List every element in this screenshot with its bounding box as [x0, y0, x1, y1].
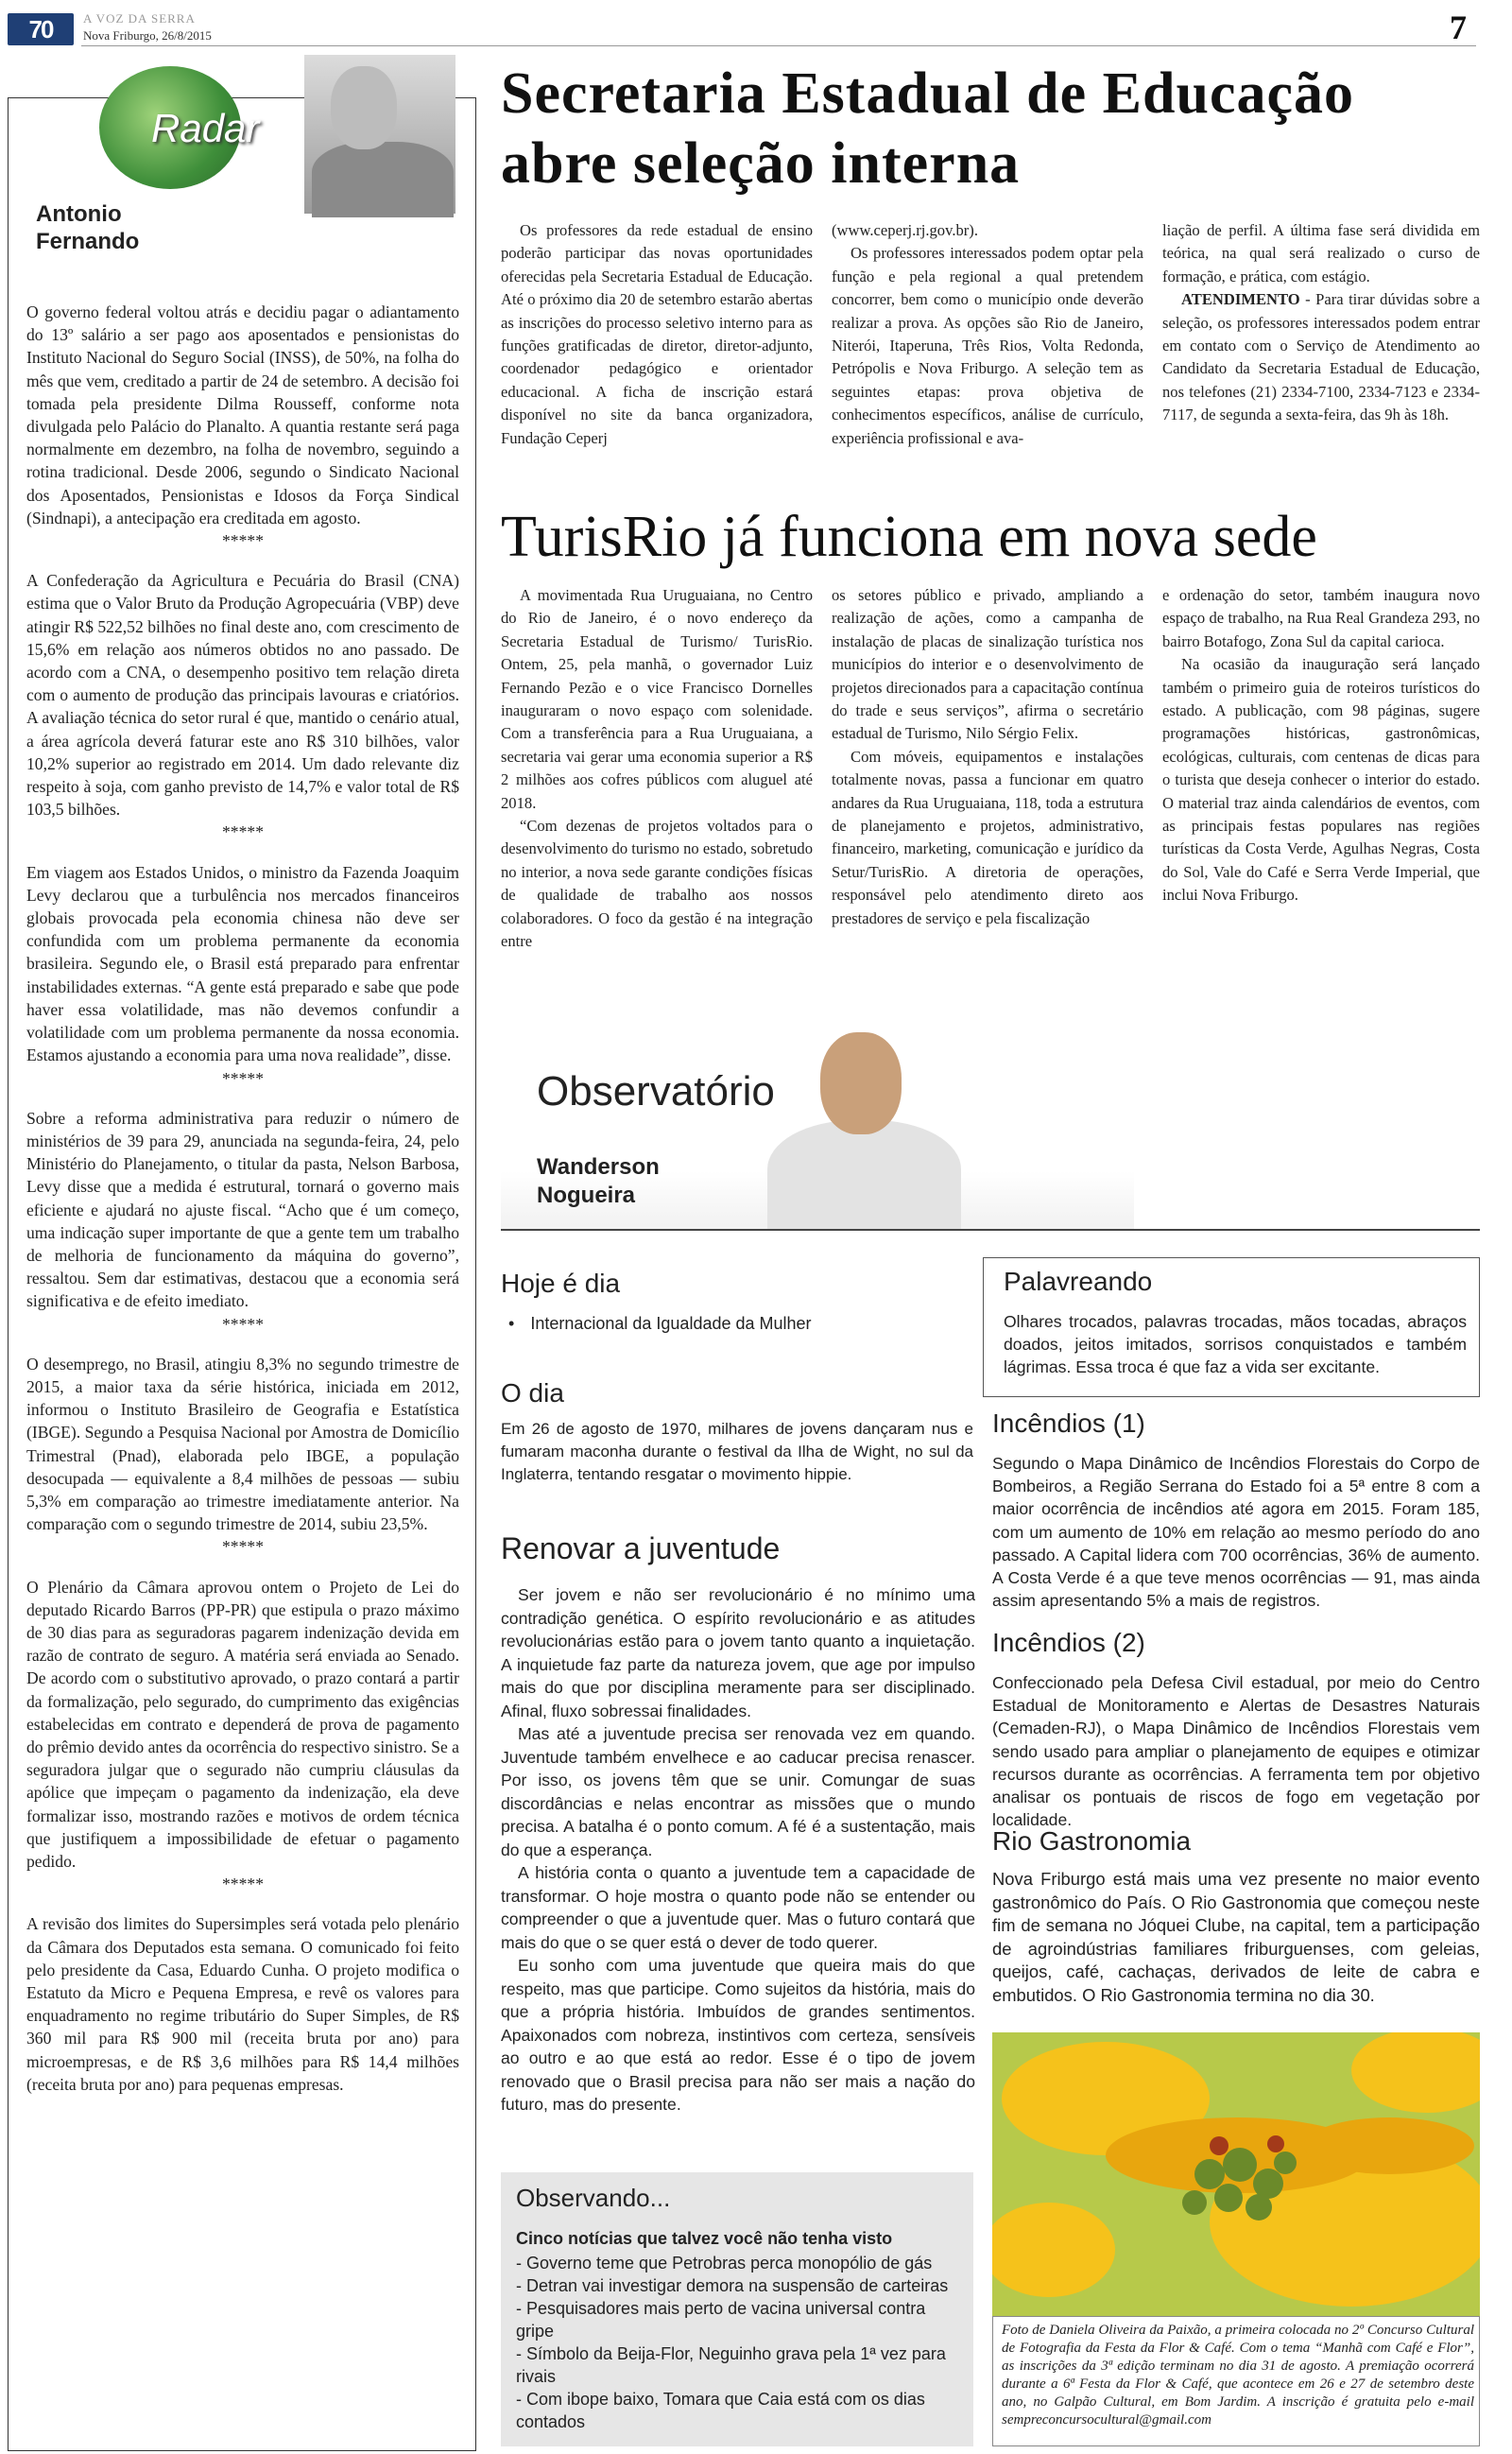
separator: *****: [222, 1537, 264, 1557]
columnist-photo-head: [820, 1032, 902, 1134]
story-text: - Para tirar dúvidas sobre a seleção, os professores interessados podem entrar em contato com o Serviço de Atendimento ao Candidato da Secretaria Estadual de Educação, nos telefones (21) 2334-7100, 2334-7123 e 2334-7117, de segunda a sexta-feira, das 9h às 18h.: [1162, 290, 1480, 424]
flower-photo: [992, 2032, 1480, 2316]
observatorio-author: Wanderson Nogueira: [537, 1154, 660, 1208]
story-paragraph: e ordenação do setor, também inaugura novo espaço de trabalho, na Rua Real Grandeza 293, no bairro Botafogo, Zona Sul da capital carioca.: [1162, 586, 1480, 650]
odia-text: Em 26 de agosto de 1970, milhares de jovens dançaram nus e fumaram maconha durante o festival da Ilha de Wight, no sul da Inglaterra, tentando resgatar o movimento hippie.: [501, 1420, 973, 1483]
separator: *****: [222, 822, 264, 842]
separator: *****: [222, 1314, 264, 1334]
story-paragraph: liação de perfil. A última fase será dividida em teórica, na qual será realizado o curso de formação, e prática, com estágio.: [1162, 221, 1480, 285]
palavreando-title: Palavreando: [1004, 1267, 1153, 1296]
story-paragraph: Os professores interessados podem optar pela função e pela regional a qual pretendem concorrer, bem como o município onde deverão realizar a prova. As opções são Rio de Janeiro, Niterói, Itaperuna, Três Rios, Volta Redonda, Petrópolis e Nova Friburgo. A seleção tem as seguintes etapas: prova objetiva de conhecimentos específicos, análise de currículo, experiência profissional e ava-: [832, 244, 1143, 447]
radar-title: Radar: [151, 106, 260, 150]
palavreando-text: Olhares trocados, palavras trocadas, mãos tocadas, abraços doados, jeitos imitados, sorrisos conquistados e também lágrimas. Essa troca é que faz a vida ser excitante.: [1004, 1312, 1467, 1376]
incendios1-title: Incêndios (1): [992, 1408, 1145, 1438]
author-photo-head: [331, 66, 397, 149]
renovar-paragraph: Ser jovem e não ser revolucionário é no mínimo uma contradição genética. O espírito revolucionário e as atitudes revolucionárias estão para o jovem tanto quanto a inquietação. A inquietude faz parte da natureza jovem, que age por impulso mais do que por disciplina meramente para ser disciplinado. Afinal, fluxo sobressai finalidades.: [501, 1585, 975, 1720]
radar-author-name: Antonio Fernando: [36, 201, 140, 254]
issue-date: Nova Friburgo, 26/8/2015: [83, 28, 212, 43]
hoje-title: Hoje é dia: [501, 1269, 621, 1298]
turisrio-col3: [1162, 584, 1480, 907]
separator: *****: [222, 1068, 264, 1088]
list-item: - Detran vai investigar demora na suspensão de carteiras: [516, 2276, 949, 2295]
observatorio-rule: [501, 1229, 1480, 1231]
turisrio-col2: [832, 584, 1143, 930]
radar-paragraph: O desemprego, no Brasil, atingiu 8,3% no segundo trimestre de 2015, a maior taxa da série histórica, iniciada em 2012, informou o Instituto Brasileiro de Geografia e Estatística (IBGE). Segundo a Pesquisa Nacional por Amostra de Domicílio Trimestral (Pnad), elaborada pelo IBGE, a população desocupada — equivalente a 8,4 milhões de pessoas — subiu 5,3% em comparação ao trimestre imediatamente anterior. Na comparação com o segundo trimestre de 2014, subiu 23,5%.: [26, 1354, 459, 1534]
renovar-paragraph: A história conta o quanto a juventude tem a capacidade de transformar. O hoje mostra o quanto pode não se entender ou compreender o que a juventude quer. Mas o futuro contará que mais do que o se quer está o dever de todo querer.: [501, 1863, 975, 1952]
main-story-col2: [832, 219, 1143, 450]
radar-paragraph: A revisão dos limites do Supersimples será votada pelo plenário da Câmara dos Deputados esta semana. O comunicado foi feito pelo presidente da Casa, Eduardo Cunha. O projeto modifica o Estatuto da Micro e Pequena Empresa, e revê os valores para enquadramento no regime tributário do Super Simples, de R$ 360 mil para R$ 900 mil (receita bruta por ano) para microempresas, e de R$ 3,6 milhões para R$ 14,4 milhões (receita bruta por ano) para pequenas empresas.: [26, 1914, 459, 2094]
separator: *****: [222, 1875, 264, 1894]
header-rule: [81, 45, 1476, 46]
story-paragraph: (www.ceperj.rj.gov.br).: [832, 221, 978, 239]
radar-paragraph: A Confederação da Agricultura e Pecuária do Brasil (CNA) estima que o Valor Bruto da Produção Agropecuária (VBP) deve atingir R$ 522,52 bilhões no final deste ano, com crescimento de 15,6% em relação aos números obtidos no ano passado. De acordo com a CNA, o desempenho positivo tem relação direta com o aumento de produção das principais lavouras e criatórios. A avaliação técnica do setor rural é que, mantido o cenário atual, a área agrícola deverá faturar este ano R$ 310 bilhões, valor 10,2% superior ao registrado em 2014. Um dado relevante diz respeito à soja, com ganho previsto de 14,7% e valor total de R$ 103,5 bilhões.: [26, 571, 459, 820]
newspaper-name: A VOZ DA SERRA: [83, 11, 196, 26]
story-paragraph: Na ocasião da inauguração será lançado também o primeiro guia de roteiros turísticos do estado. A publicação, com 98 páginas, sugere programações históricas, gastronômicas, ecológicas, culturais, com centenas de dicas para o turista que deseja conhecer o interior do estado. O material traz ainda calendários de eventos, com as principais festas populares nas regiões turísticas da Costa Verde, Agulhas Negras, Costa do Sol, Vale do Café e Serra Verde Imperial, que inclui Nova Friburgo.: [1162, 655, 1480, 905]
hoje-item: • Internacional da Igualdade da Mulher: [508, 1314, 812, 1333]
author-photo-body: [312, 142, 454, 217]
turisrio-col1: [501, 584, 813, 954]
incendios2-title: Incêndios (2): [992, 1628, 1145, 1657]
renovar-paragraph: Eu sonho com uma juventude que queira mais do que respeito, mas que participe. Como sujeitos da história, mais do que a própria história. Imbuídos de grandes sentimentos. Apaixonados com nobreza, instintivos com certeza, sensíveis ao outro e ao que está ao redor. Esse é o tipo de jovem renovado que o Brasil precisa para não ser mais a nação do futuro, mas do presente.: [501, 1956, 975, 2114]
radar-text: [26, 301, 459, 2096]
story-paragraph: A movimentada Rua Uruguaiana, no Centro do Rio de Janeiro, é o novo endereço da Secretaria Estadual de Turismo/ TurisRio. Ontem, 25, pela manhã, o governador Luiz Fernando Pezão e o vice Francisco Dornelles inauguraram o novo espaço com solenidade. Com a transferência para a Rua Uruguaiana, a secretaria vai gerar uma economia superior a R$ 2 milhões aos cofres públicos com aluguel até 2018.: [501, 586, 813, 812]
renovar-title: Renovar a juventude: [501, 1531, 781, 1565]
incendios1-text: Segundo o Mapa Dinâmico de Incêndios Florestais do Corpo de Bombeiros, a Região Serrana do Estado foi a 5ª entre 8 com a maior ocorrência de incêndios até agora em 2015. Foram 185, com um aumento de 10% em relação ao mesmo período do ano passado. A Capital lidera com 700 ocorrências, 36% de aumento. A Costa Verde é a que teve menos ocorrências — 91, mas ainda assim apresentando 5% a mais de registros.: [992, 1454, 1480, 1611]
story-paragraph: “Com dezenas de projetos voltados para o desenvolvimento do turismo no estado, sobretudo no interior, a nova sede garante condições físicas de qualidade de trabalho aos nossos colaboradores. O foco da gestão é na integração entre: [501, 817, 813, 951]
page-number: 7: [1450, 9, 1467, 46]
list-item: - Governo teme que Petrobras perca monopólio de gás: [516, 2254, 933, 2273]
main-story-col1: [501, 219, 813, 450]
radar-paragraph: O Plenário da Câmara aprovou ontem o Projeto de Lei do deputado Ricardo Barros (PP-PR) que estipula o prazo máximo de 30 dias para as seguradoras pagarem indenização devida em razão de contrato de seguro. A matéria será enviada ao Senado. De acordo com o substitutivo aprovado, o prazo contará a partir da formalização, pelo segurado, do cumprimento das exigências estabelecidas em contrato e dependerá de prova de pagamento do prêmio devido antes da ocorrência do respectivo sinistro. Se a seguradora julgar que o segurado não cumpriu cláusulas da apólice que impeçam o pagamento da indenização, ela deve formalizar isso, mostrando razões e motivos de ordem técnica que justifiquem a impossibilidade de efetuar o pagamento pedido.: [26, 1577, 459, 1871]
list-item: - Com ibope baixo, Tomara que Caia está com os dias contados: [516, 2390, 925, 2431]
observando-subtitle: Cinco notícias que talvez você não tenha visto: [516, 2229, 893, 2248]
list-item: - Pesquisadores mais perto de vacina universal contra gripe: [516, 2299, 926, 2341]
columnist-photo-body: [767, 1120, 961, 1229]
newspaper-logo: 70: [8, 13, 74, 45]
observando-title: Observando...: [516, 2184, 671, 2212]
main-headline: Secretaria Estadual de Educação abre seleção interna: [501, 61, 1354, 196]
gastronomia-text: Nova Friburgo está mais uma vez presente no maior evento gastronômico do País. O Rio Gastronomia que começou neste fim de semana no Jóquei Clube, na capital, tem a participação de agroindústrias familiares friburguenses, com geleias, queijos, café, cachaças, derivados de leite de cabra e embutidos. O Rio Gastronomia termina no dia 30.: [992, 1869, 1480, 2005]
flower-photo-art: [992, 2032, 1480, 2316]
lead-label: ATENDIMENTO: [1181, 290, 1300, 309]
radar-paragraph: Sobre a reforma administrativa para reduzir o número de ministérios de 39 para 29, anunciada na segunda-feira, 24, pelo Ministério do Planejamento, o titular da pasta, Nelson Barbosa, Levy disse que a medida é estrutural, tornará o governo mais eficiente e ajudará no ajuste fiscal. “Acho que é um começo, uma indicação super importante de que a gente tem um trabalho de melhoria de funcionamento da máquina do governo”, ressaltou. Sem dar estimativas, destacou que a economia será significativa e de efeito imediato.: [26, 1108, 459, 1311]
odia-title: O dia: [501, 1378, 564, 1408]
renovar-paragraph: Mas até a juventude precisa ser renovada vez em quando. Juventude também envelhece e ao caducar precisa renascer. Por isso, os jovens têm que se unir. Comungar de suas discordâncias e nelas encontrar as missões que o mundo precisa. A batalha é o ponto comum. A fé é a sustentação, mais do que a esperança.: [501, 1724, 975, 1859]
radar-paragraph: O governo federal voltou atrás e decidiu pagar o adiantamento do 13º salário a ser pago aos aposentados e pensionistas do Instituto Nacional do Seguro Social (INSS), de 50%, na folha do mês que vem, creditado a partir de 24 de setembro. A decisão foi tomada pela presidente Dilma Rousseff, conforme nota divulgada pelo Palácio do Planalto. A quantia restante será paga normalmente em dezembro, na folha de novembro, seguindo a rotina tradicional. Desde 2006, segundo o Sindicato Nacional dos Aposentados, Pensionistas e Idosos da Força Sindical (Sindnapi), a antecipação era creditada em agosto.: [26, 302, 459, 527]
story-paragraph: [1162, 288, 1480, 426]
observando-list: [516, 2252, 960, 2433]
main-story-col3: [1162, 219, 1480, 427]
radar-paragraph: Em viagem aos Estados Unidos, o ministro da Fazenda Joaquim Levy declarou que a turbulência nos mercados financeiros globais provocada pela economia chinesa não deve ser confundida com um problema permanente da economia brasileira. Segundo ele, o Brasil está preparado para enfrentar instabilidades externas. “A gente está preparado e sabe que pode haver essa volatilidade, mas não devemos confundir a volatilidade com um problema permanente da nossa economia. Estamos ajustando a economia para uma nova realidade”, disse.: [26, 862, 459, 1065]
gastronomia-title: Rio Gastronomia: [992, 1826, 1192, 1856]
list-item: - Símbolo da Beija-Flor, Neguinho grava pela 1ª vez para rivais: [516, 2344, 946, 2386]
separator: *****: [222, 531, 264, 551]
photo-caption: Foto de Daniela Oliveira da Paixão, a primeira colocada no 2º Concurso Cultural de Fotografia da Festa da Flor & Café. Com o tema “Manhã com Café e Flor”, as inscrições da 3ª edição terminam no dia 31 de agosto. A premiação ocorrerá durante a 6ª Festa da Flor & Café, que acontece em 26 e 27 de setembro deste ano, no Galpão Cultural, em Bom Jardim. A inscrição é gratuita pelo e-mail sempreconcursocultural@gmail.com: [1002, 2323, 1474, 2428]
story-paragraph: Os professores da rede estadual de ensino poderão participar das novas oportunidades oferecidas pela Secretaria Estadual de Educação. Até o próximo dia 20 de setembro estarão abertas as inscrições do processo seletivo interno para as funções gratificadas de diretor, diretor-adjunto, coordenador pedagógico e orientador educacional. A ficha de inscrição estará disponível no site da banca organizadora, Fundação Ceperj: [501, 221, 813, 447]
story-paragraph: os setores público e privado, ampliando a realização de ações, como a campanha de instalação de placas de sinalização turística nos municípios do interior e o desenvolvimento de projetos direcionados para a capacitação contínua do trade e seus serviços”, afirma o secretário estadual de Turismo, Nilo Sérgio Felix.: [832, 586, 1143, 743]
incendios2-text: Confeccionado pela Defesa Civil estadual, por meio do Centro Estadual de Monitoramento e Alertas de Desastres Naturais (Cemaden-RJ), o Mapa Dinâmico de Incêndios Florestais vem sendo usado para ampliar o planejamento de equipes e otimizar recursos durante as ocorrências. A ferramenta tem por objetivo analisar os pontuais de riscos de fogo em vegetação por localidade.: [992, 1673, 1480, 1830]
renovar-text: [501, 1583, 975, 2117]
hoje-item-text: Internacional da Igualdade da Mulher: [530, 1314, 812, 1333]
story-paragraph: Com móveis, equipamentos e instalações totalmente novas, passa a funcionar em quatro andares da Rua Uruguaiana, 118, toda a estrutura de planejamento e projetos, administrativo, financeiro, marketing, comunicação e jurídico da Setur/TurisRio. A diretoria de operações, responsável pelo atendimento direto aos prestadores de serviço e pela fiscalização: [832, 747, 1143, 927]
turisrio-headline: TurisRio já funciona em nova sede: [501, 505, 1317, 569]
observatorio-title: Observatório: [537, 1068, 775, 1115]
